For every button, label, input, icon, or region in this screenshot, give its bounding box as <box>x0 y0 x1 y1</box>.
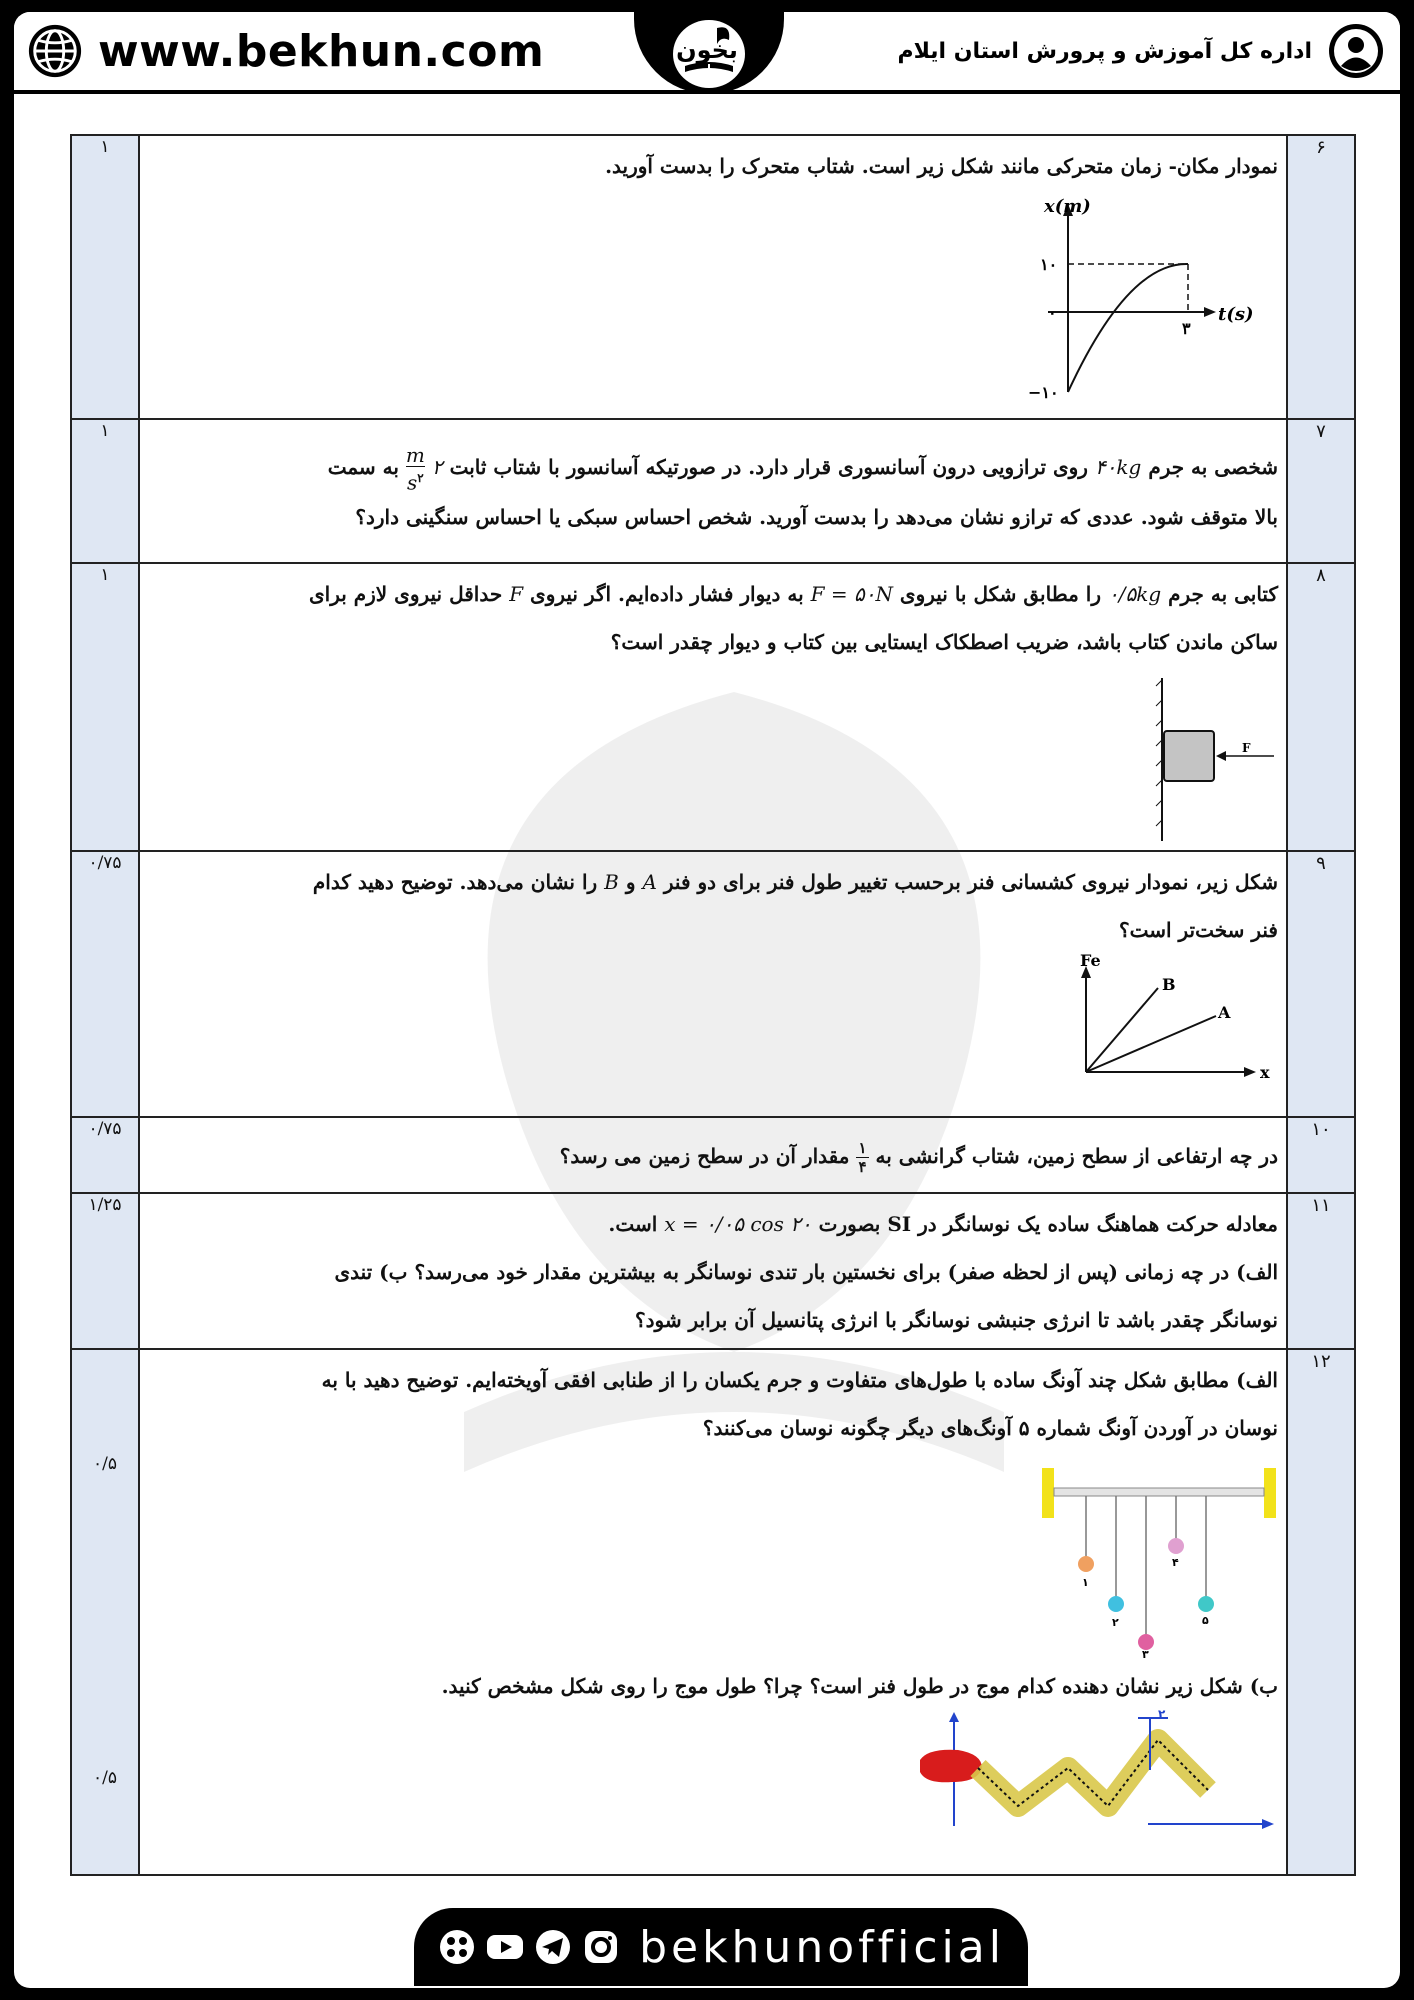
mass-unit: kg <box>1116 454 1142 479</box>
mass-value: ۴۰ <box>1094 454 1117 479</box>
position-time-graph <box>1018 192 1278 402</box>
fraction-denominator: ۴ <box>858 1158 867 1176</box>
site-link[interactable] <box>26 18 544 84</box>
user-icon <box>1326 21 1386 81</box>
text-segment: را مطابق شکل با نیروی <box>899 582 1102 606</box>
x-axis-label: x <box>1260 1063 1270 1082</box>
globe-icon <box>26 22 84 80</box>
text-segment: به سمت <box>327 454 399 479</box>
social-handle[interactable]: bekhunofficial <box>639 1921 1005 1973</box>
question-line-2: فنر سخت‌تر است؟ <box>1118 918 1278 942</box>
question-body <box>139 851 1287 1117</box>
pendulum-label: ۳ <box>1142 1648 1149 1658</box>
question-score: ۱ <box>71 563 139 851</box>
question-body <box>139 563 1287 851</box>
question-score: ۰/۵ <box>93 1454 117 1474</box>
accel-value: ۲ <box>431 454 443 479</box>
text-segment: مقدار آن در سطح زمین می رسد؟ <box>559 1144 850 1168</box>
question-score: ۰/۷۵ <box>71 851 139 1117</box>
question-line-1 <box>154 570 1278 618</box>
x-axis-label: t(s) <box>1218 304 1254 325</box>
fraction-numerator: m <box>405 442 425 467</box>
question-row <box>71 1193 1355 1349</box>
question-row <box>71 135 1355 419</box>
part-a-line-2: نوسان در آوردن آونگ شماره ۵ آونگ‌های دیگر چگونه نوسان می‌کنند؟ <box>702 1416 1278 1440</box>
question-line-3: نوسانگر چقدر باشد تا انرژی جنبشی نوسانگر با انرژی پتانسیل آن برابر شود؟ <box>634 1308 1278 1332</box>
question-line-2: ساکن ماندن کتاب باشد، ضریب اصطکاک ایستایی بین کتاب و دیوار چقدر است؟ <box>610 630 1278 654</box>
question-row <box>71 563 1355 851</box>
question-score: ۰/۵ <box>93 1768 117 1788</box>
pendulum-label: ۱ <box>1082 1576 1089 1589</box>
question-score: ۱/۲۵ <box>71 1193 139 1349</box>
site-url[interactable]: www.bekhun.com <box>98 25 545 77</box>
question-row <box>71 419 1355 563</box>
text-segment: و <box>625 870 636 894</box>
force-symbol: F <box>509 582 524 606</box>
question-score: ۱ <box>71 419 139 563</box>
force-label: F <box>1242 741 1251 755</box>
pendulums-figure <box>1038 1458 1278 1658</box>
force-value: F = ۵۰N <box>810 582 893 606</box>
question-score-cell <box>71 1349 139 1875</box>
fraction-numerator: ۱ <box>858 1139 867 1157</box>
spring-b: B <box>604 870 619 894</box>
part-b-text: ب) شکل زیر نشان دهنده کدام موج در طول فنر است؟ چرا؟ طول موج را روی شکل مشخص کنید. <box>441 1674 1278 1698</box>
questions-table <box>70 134 1356 1876</box>
question-text: نمودار مکان- زمان متحرکی مانند شکل زیر است. شتاب متحرک را بدست آورید. <box>605 154 1278 178</box>
text-segment: بصورت <box>818 1212 881 1236</box>
text-segment: شکل زیر، نمودار نیروی کشسانی فنر برحسب تغییر طول فنر برای دو فنر <box>663 870 1278 894</box>
mass-unit: kg <box>1136 582 1162 606</box>
question-number: ۷ <box>1287 419 1355 563</box>
text-segment: در چه ارتفاعی از سطح زمین، شتاب گرانشی به <box>875 1144 1278 1168</box>
text-segment: کتابی به جرم <box>1168 582 1278 606</box>
text-segment: را نشان می‌دهد. توضیح دهید کدام <box>312 870 598 894</box>
spring-label: ۲ <box>1158 1710 1166 1721</box>
motion-equation: x = ۰/۰۵ cos ۲۰ <box>664 1212 812 1236</box>
question-body <box>139 1193 1287 1349</box>
fraction-denominator: s <box>407 470 418 495</box>
line-b-label: B <box>1162 975 1176 994</box>
aparat-icon[interactable] <box>437 1927 477 1967</box>
question-line-1 <box>154 1200 1278 1248</box>
part-a-line-1: الف) مطابق شکل چند آونگ ساده با طول‌های متفاوت و جرم یکسان را از طنابی افقی آویخته‌ایم. توضیح دهید با به <box>321 1368 1278 1392</box>
question-row <box>71 851 1355 1117</box>
question-number: ۱۲ <box>1287 1349 1355 1875</box>
y-tick-bottom: −۱۰ <box>1028 383 1059 402</box>
question-number: ۱۰ <box>1287 1117 1355 1193</box>
text-segment: شخصی به جرم <box>1148 454 1278 479</box>
pendulum-label: ۴ <box>1172 1556 1179 1569</box>
spring-a: A <box>642 870 657 894</box>
text-segment: معادله حرکت هماهنگ ساده یک نوسانگر در <box>918 1212 1278 1236</box>
text-segment: روی ترازویی درون آسانسوری قرار دارد. در صورتیکه آسانسور با شتاب ثابت <box>449 454 1088 479</box>
y-axis-label: x(m) <box>1044 196 1091 217</box>
telegram-icon[interactable] <box>533 1927 573 1967</box>
question-number: ۱۱ <box>1287 1193 1355 1349</box>
pendulum-label: ۵ <box>1202 1614 1209 1627</box>
question-score: ۱ <box>71 135 139 419</box>
text-segment: است. <box>608 1212 658 1236</box>
question-line-1 <box>154 443 1278 493</box>
text-segment: حداقل نیروی لازم برای <box>308 582 503 606</box>
question-body <box>139 135 1287 419</box>
logo-tab <box>634 12 784 94</box>
force-extension-graph <box>1078 954 1278 1084</box>
si-unit: SI <box>887 1212 912 1236</box>
book-wall-figure <box>1138 676 1278 846</box>
page-header <box>14 12 1400 94</box>
y-tick-zero: ۰ <box>1048 303 1057 322</box>
question-score: ۰/۷۵ <box>71 1117 139 1193</box>
question-body <box>139 419 1287 563</box>
quarter-fraction <box>856 1139 868 1176</box>
y-tick-top: ۱۰ <box>1040 255 1058 274</box>
logo-text: بخون <box>676 36 738 64</box>
question-row <box>71 1117 1355 1193</box>
accel-unit-fraction <box>406 444 425 494</box>
x-tick: ۳ <box>1182 319 1191 338</box>
question-body <box>139 1117 1287 1193</box>
mass-value: ۰/۵ <box>1107 582 1137 606</box>
question-line-2: الف) در چه زمانی (پس از لحظه صفر) برای نخستین بار تندی نوسانگر به بیشترین مقدار خود می‌رسد؟ ب) تندی <box>334 1260 1278 1284</box>
question-body <box>139 1349 1287 1875</box>
spring-wave-figure <box>918 1710 1278 1830</box>
fraction-exponent: ۲ <box>417 470 424 485</box>
question-line-1 <box>154 858 1278 906</box>
org-block <box>897 20 1386 82</box>
pendulum-label: ۲ <box>1112 1616 1119 1629</box>
question-number: ۸ <box>1287 563 1355 851</box>
exam-page <box>14 12 1400 1988</box>
question-number: ۹ <box>1287 851 1355 1117</box>
question-number: ۶ <box>1287 135 1355 419</box>
question-line-2: بالا متوقف شود. عددی که ترازو نشان می‌دهد را بدست آورید. شخص احساس سبکی یا احساس سنگینی دارد؟ <box>355 505 1278 530</box>
instagram-icon[interactable] <box>581 1927 621 1967</box>
org-title: اداره کل آموزش و پرورش استان ایلام <box>897 38 1312 64</box>
question-row <box>71 1349 1355 1875</box>
social-footer <box>414 1908 1028 1986</box>
question-text <box>154 1132 1278 1180</box>
text-segment: به دیوار فشار داده‌ایم. اگر نیروی <box>530 582 804 606</box>
line-a-label: A <box>1218 1003 1231 1022</box>
y-axis-label: Fe <box>1080 954 1101 970</box>
youtube-icon[interactable] <box>485 1927 525 1967</box>
book-logo-icon <box>659 14 759 90</box>
